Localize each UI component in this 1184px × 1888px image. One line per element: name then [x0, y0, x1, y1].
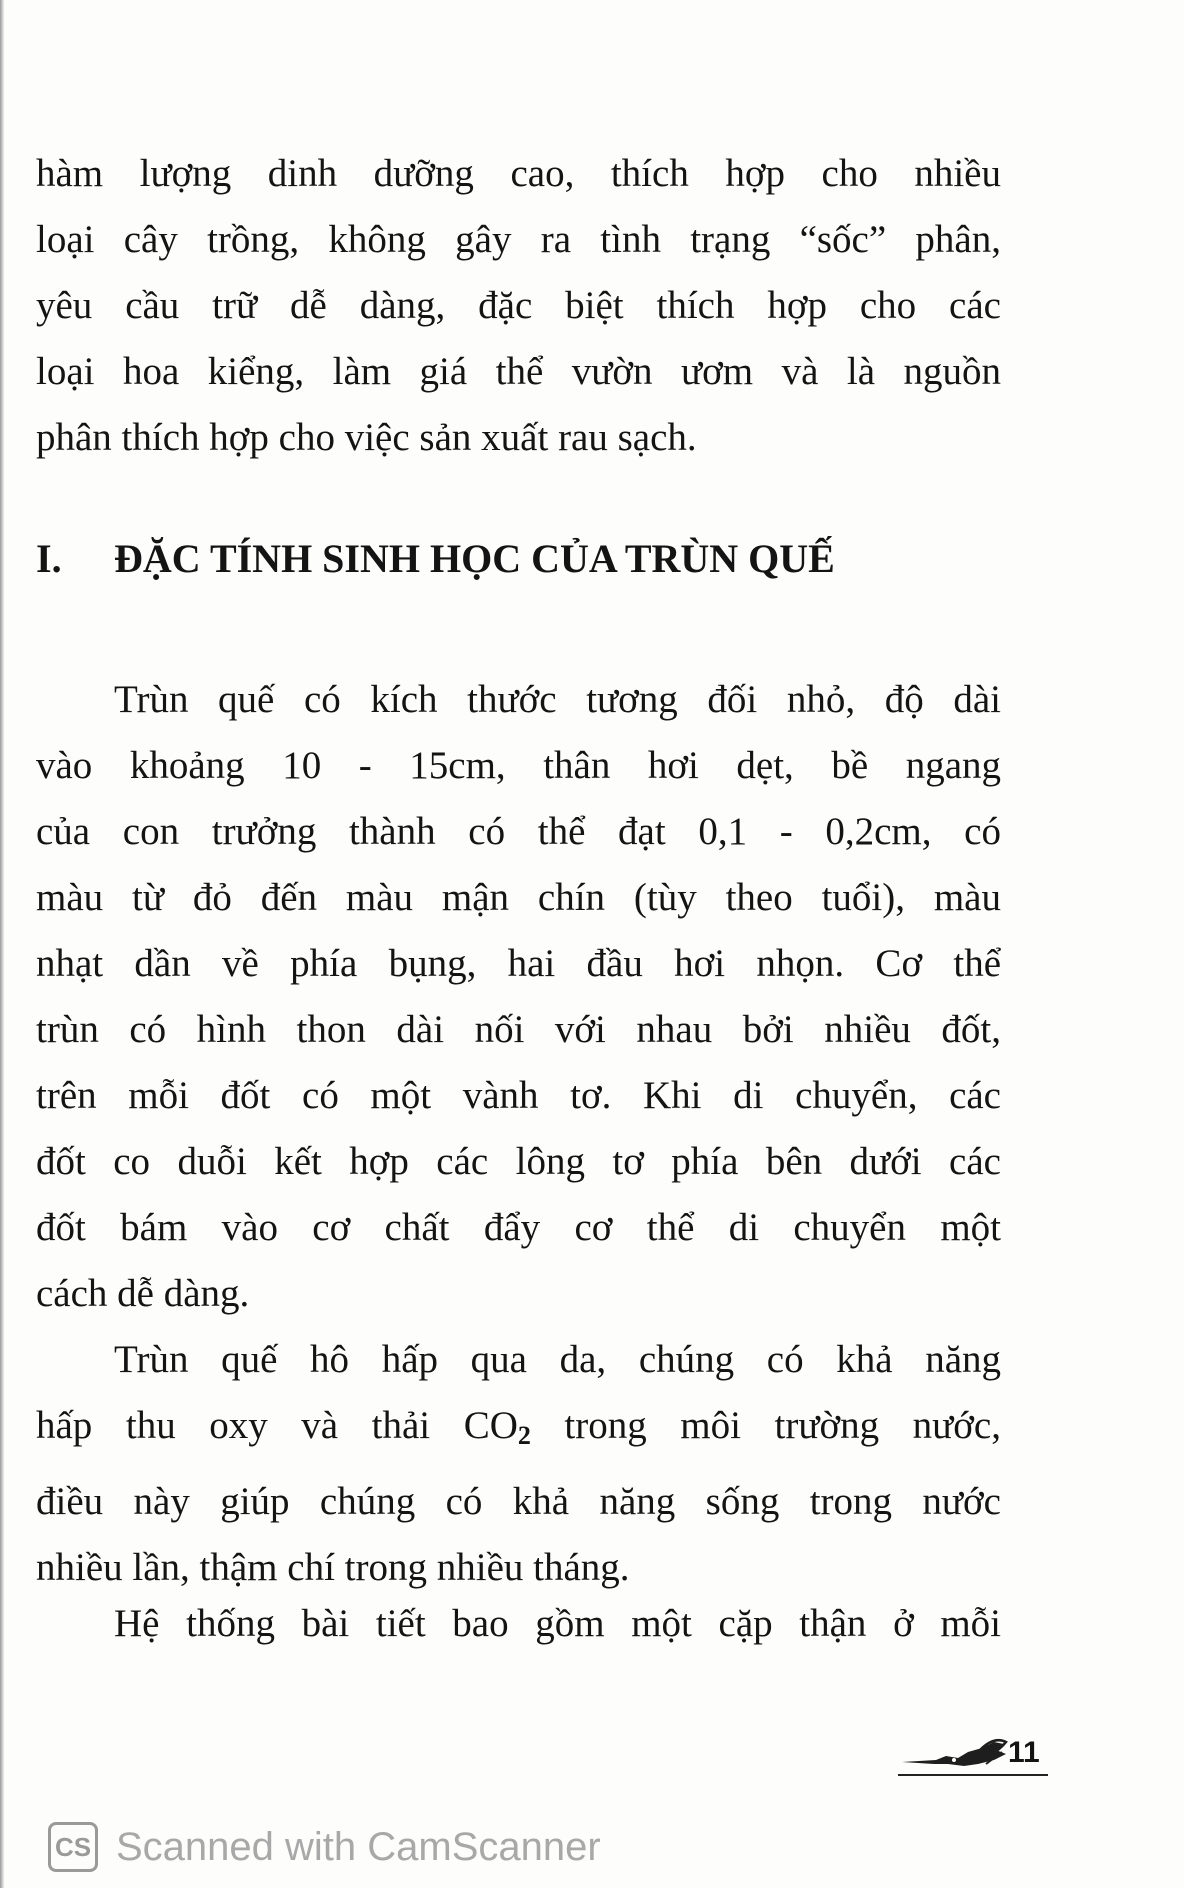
text-line: màu từ đỏ đến màu mận chín (tùy theo tuổi), màu	[36, 876, 1001, 919]
text-fragment: hấp thu oxy và thải CO	[36, 1404, 518, 1447]
section-heading	[36, 535, 835, 582]
page-number: 11	[1008, 1736, 1040, 1769]
text-line: trùn có hình thon dài nối với nhau bởi nhiều đốt,	[36, 1008, 1001, 1051]
text-fragment: trong môi trường nước,	[530, 1404, 1001, 1447]
text-line: loại hoa kiểng, làm giá thể vườn ươm và là nguồn	[36, 350, 1001, 393]
text-line: nhạt dần về phía bụng, hai đầu hơi nhọn. Cơ thể	[36, 942, 1001, 985]
text-line: trên mỗi đốt có một vành tơ. Khi di chuyển, các	[36, 1074, 1001, 1117]
page-binding-edge	[0, 0, 4, 1888]
paragraph-intro	[36, 141, 1001, 471]
text-line: phân thích hợp cho việc sản xuất rau sạch.	[36, 416, 697, 459]
section-number: I.	[36, 536, 62, 581]
text-line: yêu cầu trữ dễ dàng, đặc biệt thích hợp cho các	[36, 284, 1001, 327]
text-line: hàm lượng dinh dưỡng cao, thích hợp cho nhiều	[36, 152, 1001, 195]
camscanner-logo: CS	[48, 1822, 98, 1872]
text-line: Hệ thống bài tiết bao gồm một cặp thận ở mỗi	[114, 1602, 1001, 1645]
text-line: của con trưởng thành có thể đạt 0,1 - 0,2cm, có	[36, 810, 1001, 853]
watermark-text: Scanned with CamScanner	[116, 1824, 601, 1869]
subscript: 2	[517, 1421, 531, 1450]
paragraph-excretion	[36, 1591, 1001, 1657]
footer-rule	[898, 1774, 1048, 1776]
text-line: Trùn quế có kích thước tương đối nhỏ, độ dài	[114, 678, 1001, 721]
text-line: nhiều lần, thậm chí trong nhiều tháng.	[36, 1546, 630, 1589]
section-title: ĐẶC TÍNH SINH HỌC CỦA TRÙN QUẾ	[114, 536, 835, 581]
text-line: điều này giúp chúng có khả năng sống trong nước	[36, 1480, 1001, 1523]
paragraph-respiration	[36, 1327, 1001, 1601]
text-line: đốt bám vào cơ chất đẩy cơ thể di chuyển một	[36, 1206, 1001, 1249]
text-line	[36, 1393, 1001, 1469]
camscanner-watermark	[48, 1818, 601, 1876]
text-line: cách dễ dàng.	[36, 1272, 250, 1315]
paragraph-description	[36, 667, 1001, 1327]
text-line: vào khoảng 10 - 15cm, thân hơi dẹt, bề ngang	[36, 744, 1001, 787]
text-line: đốt co duỗi kết hợp các lông tơ phía bên dưới các	[36, 1140, 1001, 1183]
text-line: Trùn quế hô hấp qua da, chúng có khả năng	[114, 1338, 1001, 1381]
text-line: loại cây trồng, không gây ra tình trạng “sốc” phân,	[36, 218, 1001, 261]
